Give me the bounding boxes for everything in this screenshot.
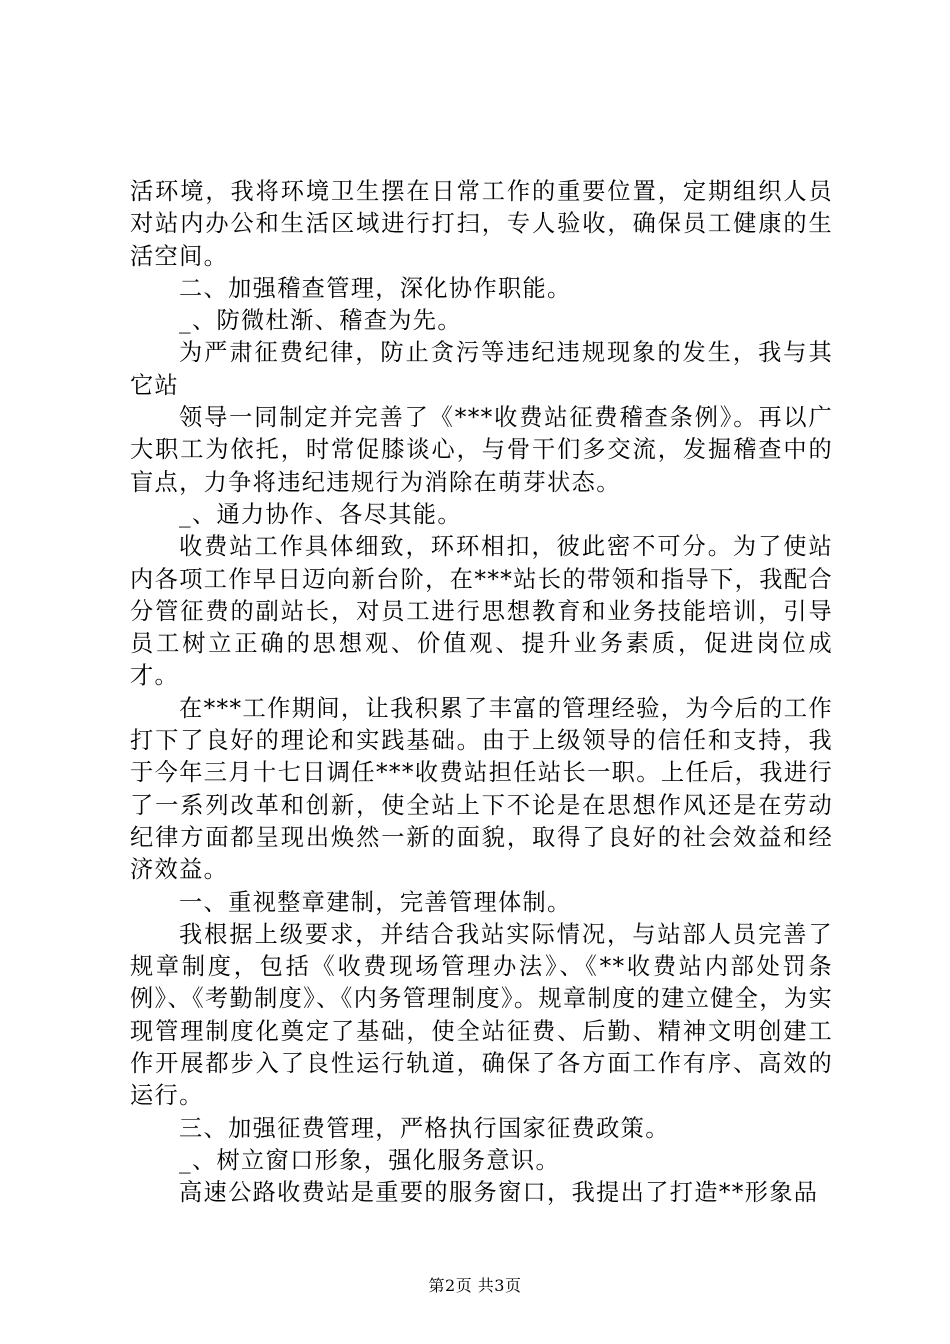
document-body [130, 176, 833, 1210]
page-footer [0, 1276, 950, 1296]
paragraph: 高速公路收费站是重要的服务窗口，我提出了打造**形象品 [179, 1179, 819, 1207]
section-heading: 一、重视整章建制，完善管理体制。 [179, 888, 572, 916]
paragraph: 收费站工作具体细致，环环相扣，彼此密不可分。为了使站内各项工作早日迈向新台阶，在***站长的带领和指导下，我配合分管征费的副站长，对员工进行思想教育和业务技能培训，引导员工树立正确的思想观、价值观、提升业务素质，促进岗位成才。 [130, 533, 833, 690]
paragraph: 为严肃征费纪律，防止贪污等违纪违规现象的发生，我与其它站 [130, 339, 833, 399]
subsection-heading: _、通力协作、各尽其能。 [179, 500, 462, 528]
section-heading: 二、加强稽查管理，深化协作职能。 [179, 274, 572, 302]
paragraph: 活环境，我将环境卫生摆在日常工作的重要位置，定期组织人员对站内办公和生活区域进行打扫，专人验收，确保员工健康的生活空间。 [130, 178, 833, 270]
page-number-label: 第2页 共3页 [428, 1276, 522, 1295]
paragraph: 在***工作期间，让我积累了丰富的管理经验，为今后的工作打下了良好的理论和实践基础。由于上级领导的信任和支持，我于今年三月十七日调任***收费站担任站长一职。上任后，我进行了一系列改革和创新，使全站上下不论是在思想作风还是在劳动纪律方面都呈现出焕然一新的面貌，取得了良好的社会效益和经济效益。 [130, 694, 833, 884]
paragraph: 领导一同制定并完善了《***收费站征费稽查条例》。再以广大职工为依托，时常促膝谈心，与骨干们多交流，发掘稽查中的盲点，力争将违纪违规行为消除在萌芽状态。 [130, 404, 833, 496]
section-heading: 三、加强征费管理，严格执行国家征费政策。 [179, 1114, 670, 1142]
subsection-heading: _、防微杜渐、稽查为先。 [179, 307, 462, 335]
subsection-heading: _、树立窗口形象，强化服务意识。 [179, 1146, 561, 1174]
paragraph: 我根据上级要求，并结合我站实际情况，与站部人员完善了规章制度，包括《收费现场管理办法》、《**收费站内部处罚条例》、《考勤制度》、《内务管理制度》。规章制度的建立健全，为实现管理制度化奠定了基础，使全站征费、后勤、精神文明创建工作开展都步入了良性运行轨道，确保了各方面工作有序、高效的运行。 [130, 920, 833, 1110]
